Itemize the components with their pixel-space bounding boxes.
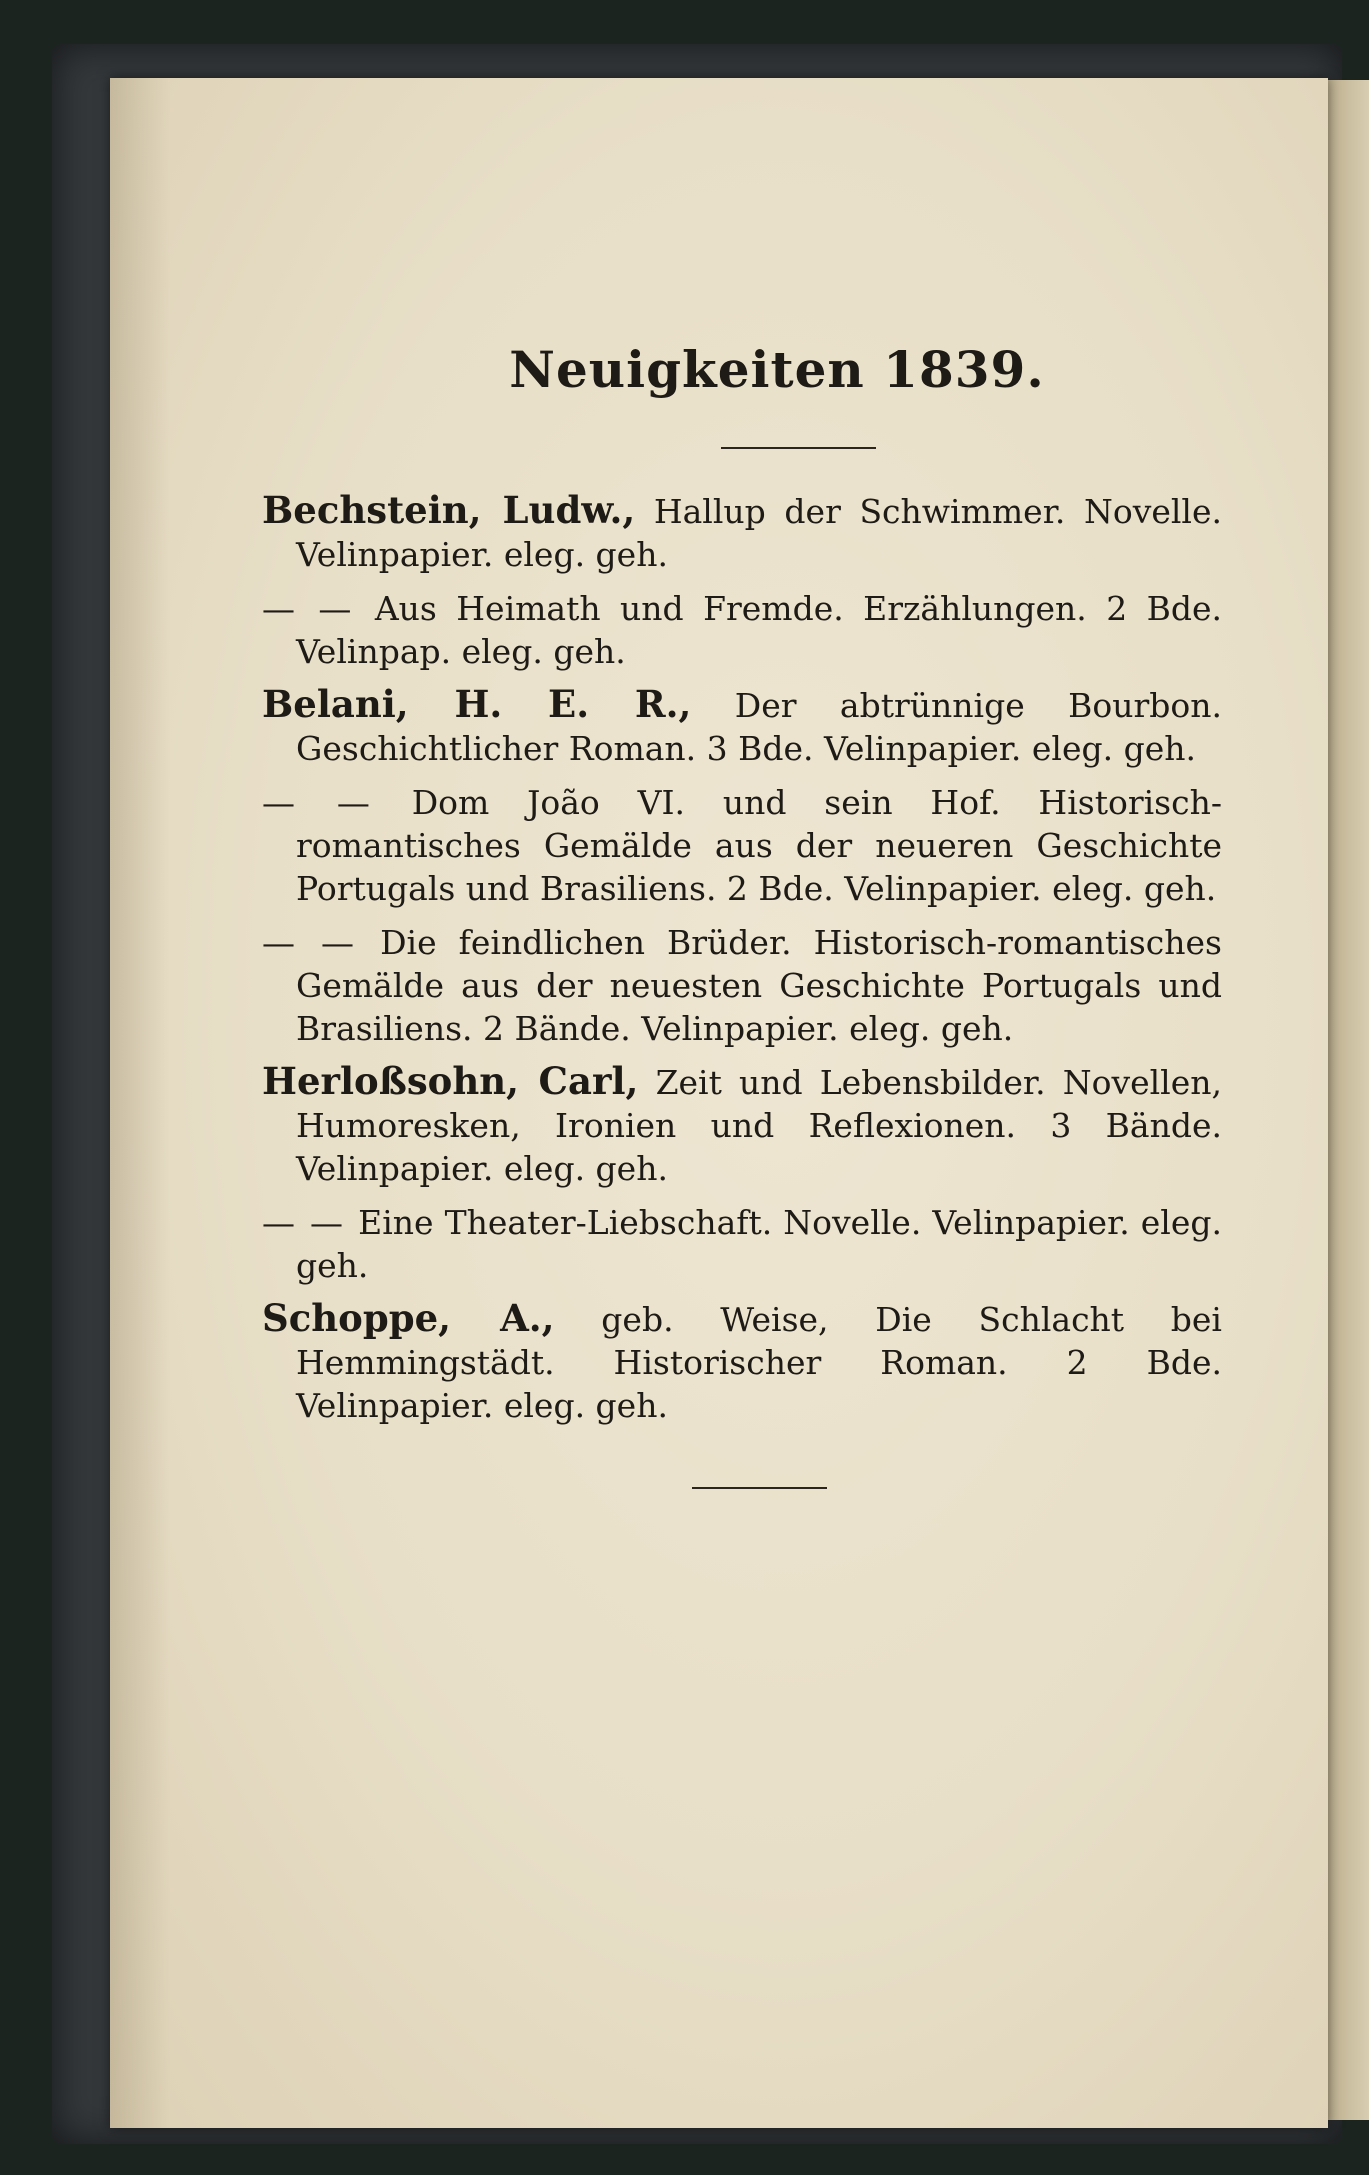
entry-text: Dom João VI. und sein Hof. Historisch-romantisches Gemälde aus der neueren Geschichte Portugals und Brasiliens. 2 Bde. Velinpapier. eleg. geh. — [296, 783, 1222, 908]
catalog-text — [262, 340, 1222, 1489]
catalog-entry — [262, 1297, 1222, 1427]
entry-text: Aus Heimath und Fremde. Erzählungen. 2 Bde. Velinpap. eleg. geh. — [296, 589, 1222, 671]
entry-text: Der abtrünnige Bourbon. Geschichtlicher Roman. 3 Bde. Velinpapier. eleg. geh. — [296, 686, 1222, 768]
entry-dash: — — — [262, 923, 381, 962]
closing-rule — [692, 1487, 827, 1489]
catalog-entry — [262, 586, 1222, 673]
entry-dash: — — — [262, 1203, 359, 1242]
catalog-entry — [262, 920, 1222, 1050]
entry-text: Hallup der Schwimmer. Novelle. Velinpapier. eleg. geh. — [296, 492, 1222, 574]
catalog-entry — [262, 683, 1222, 770]
entry-author: Bechstein, Ludw., — [262, 488, 636, 532]
entry-dash: — — — [262, 783, 412, 822]
page-gutter-shadow — [110, 78, 170, 2128]
catalog-entry — [262, 1200, 1222, 1287]
entry-text: geb. Weise, Die Schlacht bei Hemmingstädt. Historischer Roman. 2 Bde. Velinpapier. eleg. geh. — [296, 1300, 1222, 1425]
entry-text: Eine Theater-Liebschaft. Novelle. Velinpapier. eleg. geh. — [296, 1203, 1223, 1285]
entry-author: Schoppe, A., — [262, 1296, 555, 1340]
entry-dash: — — — [262, 589, 375, 628]
catalog-entry — [262, 780, 1222, 910]
entry-text: Zeit und Lebensbilder. Novellen, Humoresken, Ironien und Reflexionen. 3 Bände. Velinpapier. eleg. geh. — [296, 1063, 1222, 1188]
catalog-entry — [262, 489, 1222, 576]
page-heading: Neuigkeiten 1839. — [509, 340, 1045, 399]
entry-author: Belani, H. E. R., — [262, 682, 692, 726]
heading-rule — [721, 447, 876, 449]
entry-author: Herloßsohn, Carl, — [262, 1059, 639, 1103]
catalog-entry — [262, 1060, 1222, 1190]
entry-text: Die feindlichen Brüder. Historisch-romantisches Gemälde aus der neuesten Geschichte Portugals und Brasiliens. 2 Bände. Velinpapier. eleg. geh. — [296, 923, 1222, 1048]
